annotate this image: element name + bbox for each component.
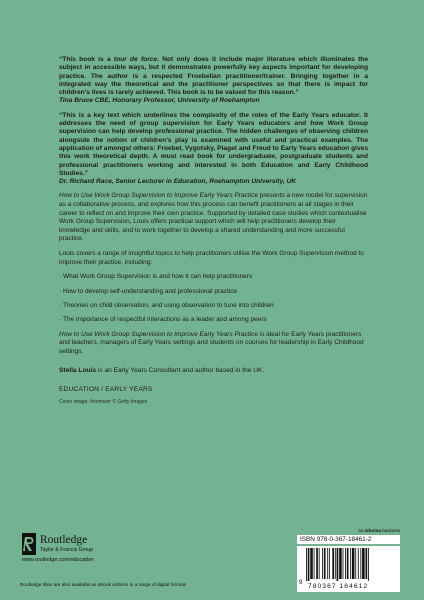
book-title-italic: How to Use Work Group Supervision to Improve Early Years Practice [59,192,258,200]
informa-imprint [358,528,400,533]
imprint-prefix: an [358,528,365,533]
publisher-name: Routledge [40,534,88,546]
back-cover-text [59,56,368,405]
cover-image-credit: Cover image: freemixer © Getty Images [59,398,148,405]
isbn-label: ISBN 978-0-367-18461-2 [297,535,400,544]
list-item: · How to develop self-understanding and professional practice [59,288,368,296]
topics-intro: Louis covers a range of insightful topics to help practitioners utilise the Work Group Supervision method to improve their practice, including: [59,250,364,266]
imprint-brand: informa [364,528,381,533]
list-item: · Theories on child observation, and using observation to tune into children [59,302,368,310]
publisher-url[interactable]: www.routledge.com/education [22,557,94,563]
author-bio [59,367,368,374]
list-item: · The importance of respectful interactions as a leader and among peers [59,316,368,324]
quote-text: “This book is a [59,56,114,63]
routledge-logo-icon [22,533,36,555]
description-paragraph [59,192,368,244]
endorsement-quote-2 [59,112,368,187]
topic-list [59,273,368,325]
imprint-suffix: business [380,528,400,533]
publisher-logo [22,533,162,573]
quote-text: “This is a key text which underlines the complexity of the roles of the Early Years educator. It addresses the need of group supervision for Early Years educators and how Work Group supervision can help develop professional practice. The hidden challenges of observing children alongside the notion of children’s play is examined with useful and practical examples. The application of amongst others: Froebel, Vygotsky, Piaget and Freud to Early Years education gives this work theoretical depth. A must read book for undergraduate, postgraduate students and professional practitioners working and interested in both Education and Early Childhood Studies.” [59,111,368,177]
barcode-digits: 780367 184612 [308,583,369,590]
list-item: · What Work Group Supervision is and how it can help practitioners [59,273,368,281]
barcode-bars-icon [306,548,392,581]
barcode-leading-digit: 9 [299,580,303,586]
subject-category: EDUCATION / EARLY YEARS [59,385,153,393]
quote-italic-phrase: tour de force [113,56,158,63]
ebook-footnote: Routledge titles are also available as eBook editions in a range of digital formats [20,582,187,587]
quote-text-continued: . Not only does it include major literature which illuminates the subject in accessible ways, but it demonstrates powerfully key aspects important for developing practice. The author is a respected Froebelian practitioner/trainer. Bringing together in a integrated way the theoretical and the practitioner perspectives so that there is impact for children’s lives is rarely achieved. This book is to be valued for this reason.” [59,56,368,97]
publisher-group: Taylor & Francis Group [40,547,94,553]
barcode [297,546,400,592]
description-text: presents a new model for supervision as a collaborative process, and explores how this process can benefit practitioners at all stages in their career to reflect on and improve their own practice. Supported by detailed case studies which contextualise Work Group Supervision, Louis offers practical support which will help practitioners develop their knowledge and skills, and to work together to develop a shared understanding and more successful practice. [59,192,368,243]
quote-attribution: Tina Bruce CBE, Honorary Professor, University of Roehampton [59,97,260,105]
endorsement-quote-1 [59,56,368,106]
barcode-block [297,528,400,592]
audience-text: is ideal for Early Years practitioners and teachers, managers of Early Years settings and students on courses for leadership in Early Childhood settings. [59,330,364,356]
book-title-italic: How to Use Work Group Supervision to Improve Early Years Practice [59,330,258,338]
author-name: Stella Louis [59,366,97,374]
audience-paragraph [59,331,368,357]
author-bio-text: is an Early Years Consultant and author based in the UK. [96,366,265,374]
quote-attribution: Dr. Richard Race, Senior Lecturer in Education, Roehampton University, UK [59,178,297,186]
